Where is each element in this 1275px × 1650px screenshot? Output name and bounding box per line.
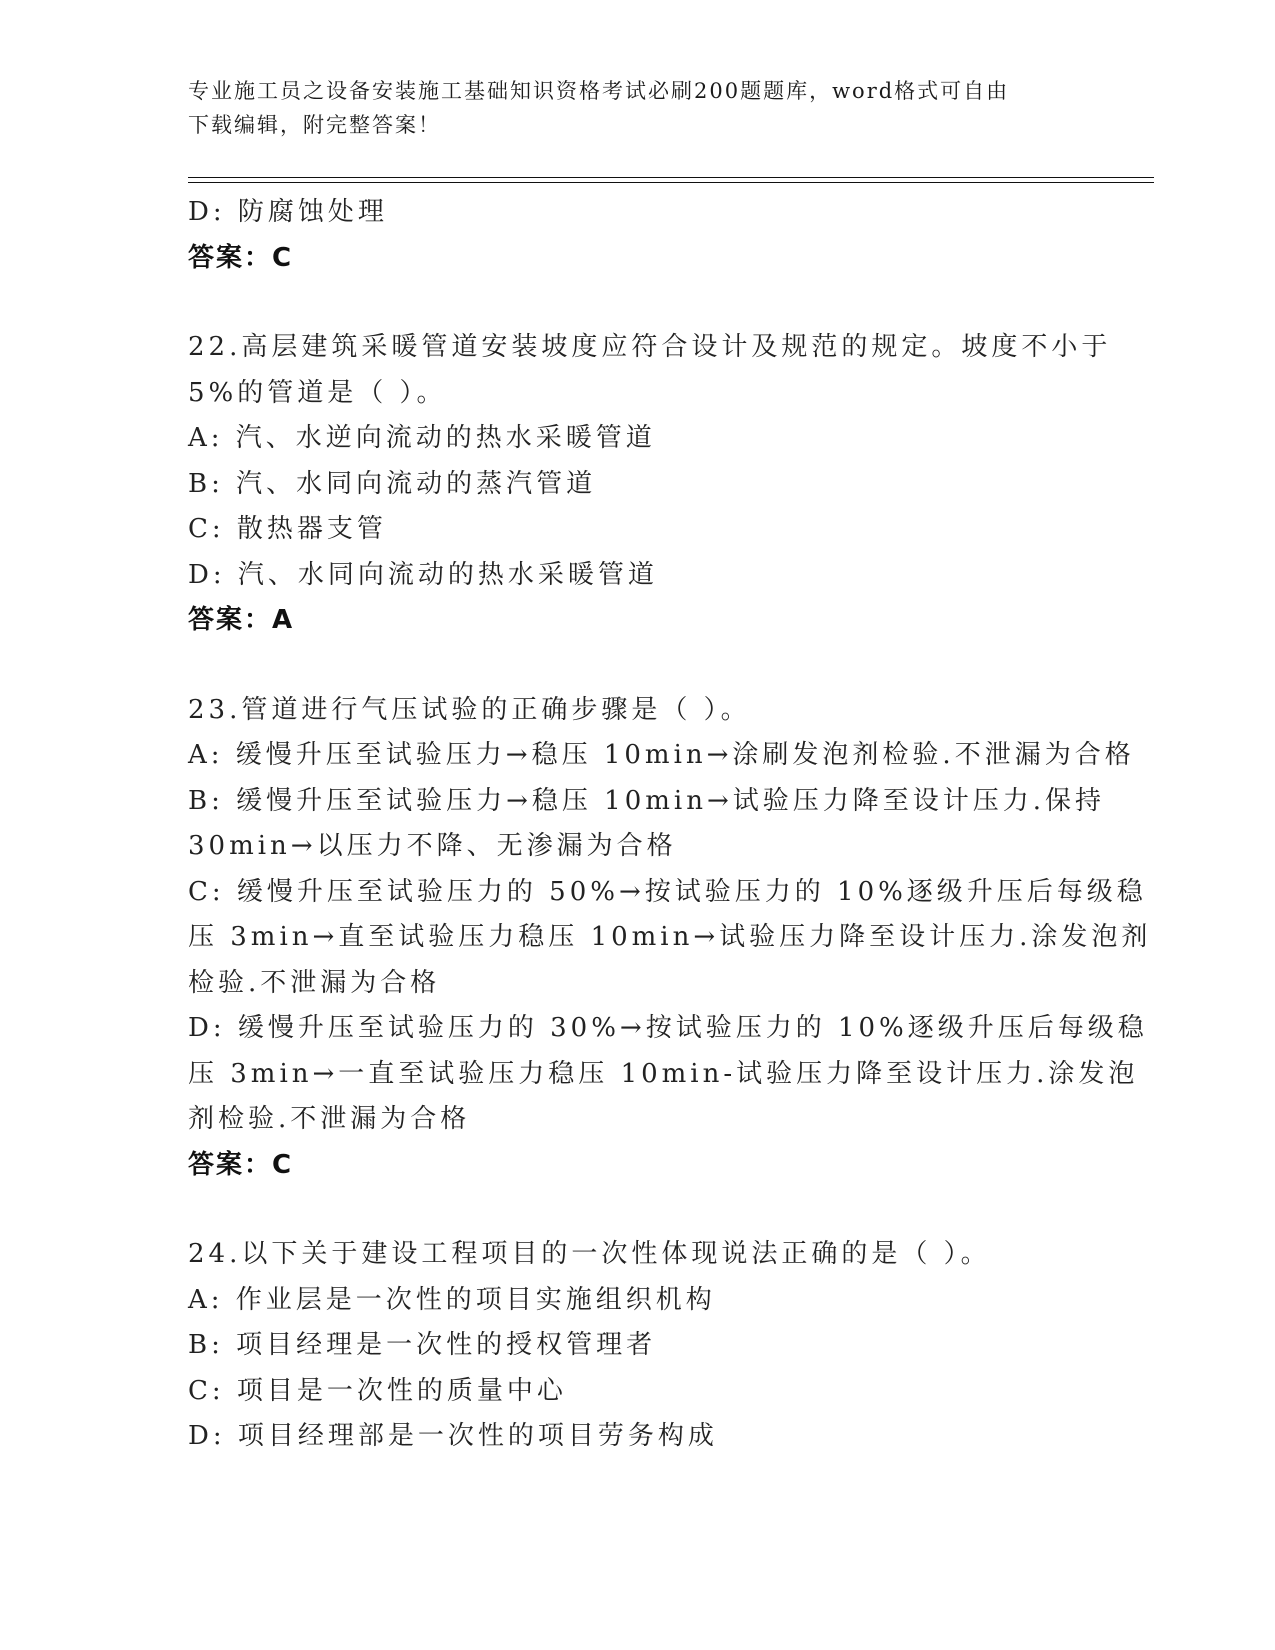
question-stem: 22.高层建筑采暖管道安装坡度应符合设计及规范的规定。坡度不小于	[188, 332, 1112, 362]
header-divider-top	[188, 177, 1154, 178]
question-content	[188, 190, 1152, 1460]
option-b-cont: 30min→以压力不降、无渗漏为合格	[188, 831, 677, 861]
option-b: B: 缓慢升压至试验压力→稳压 10min→试验压力降至设计压力.保持	[188, 785, 1106, 816]
question-24	[188, 1232, 1088, 1460]
document-header	[188, 74, 1068, 142]
option-d: D: 汽、水同向流动的热水采暖管道	[188, 559, 658, 590]
option-d-cont: 剂检验.不泄漏为合格	[188, 1104, 471, 1134]
option-b: B: 汽、水同向流动的蒸汽管道	[188, 468, 597, 499]
option-a: A: 作业层是一次性的项目实施组织机构	[188, 1284, 716, 1315]
option-c-cont: 检验.不泄漏为合格	[188, 967, 441, 998]
header-line-2: 下载编辑，附完整答案！	[188, 113, 441, 137]
option-a: A: 汽、水逆向流动的热水采暖管道	[188, 423, 656, 453]
question-stem: 24.以下关于建设工程项目的一次性体现说法正确的是（ ）。	[188, 1239, 991, 1269]
option-c-cont: 压 3min→直至试验压力稳压 10min→试验压力降至设计压力.涂发泡剂	[188, 922, 1152, 952]
option-c: C: 散热器支管	[188, 514, 387, 544]
question-22	[188, 325, 1112, 644]
option-d: D: 缓慢升压至试验压力的 30%→按试验压力的 10%逐级升压后每级稳	[188, 1013, 1148, 1043]
prev-answer: 答案：C	[188, 242, 294, 273]
option-c: C: 缓慢升压至试验压力的 50%→按试验压力的 10%逐级升压后每级稳	[188, 876, 1147, 907]
header-divider-bottom	[188, 182, 1154, 183]
option-b: B: 项目经理是一次性的授权管理者	[188, 1330, 657, 1360]
answer: 答案：A	[188, 605, 295, 635]
answer: 答案：C	[188, 1149, 294, 1180]
question-stem: 23.管道进行气压试验的正确步骤是（ ）。	[188, 694, 751, 725]
option-c: C: 项目是一次性的质量中心	[188, 1375, 567, 1406]
prev-option-d: D: 防腐蚀处理	[188, 197, 388, 227]
question-stem: 5%的管道是（ ）。	[188, 377, 447, 408]
option-d: D: 项目经理部是一次性的项目劳务构成	[188, 1421, 718, 1451]
option-a: A: 缓慢升压至试验压力→稳压 10min→涂刷发泡剂检验.不泄漏为合格	[188, 740, 1135, 770]
header-line-1: 专业施工员之设备安装施工基础知识资格考试必刷200题题库，word格式可自由	[188, 79, 1010, 103]
question-23	[188, 688, 1152, 1189]
option-d-cont: 压 3min→一直至试验压力稳压 10min-试验压力降至设计压力.涂发泡	[188, 1058, 1139, 1089]
